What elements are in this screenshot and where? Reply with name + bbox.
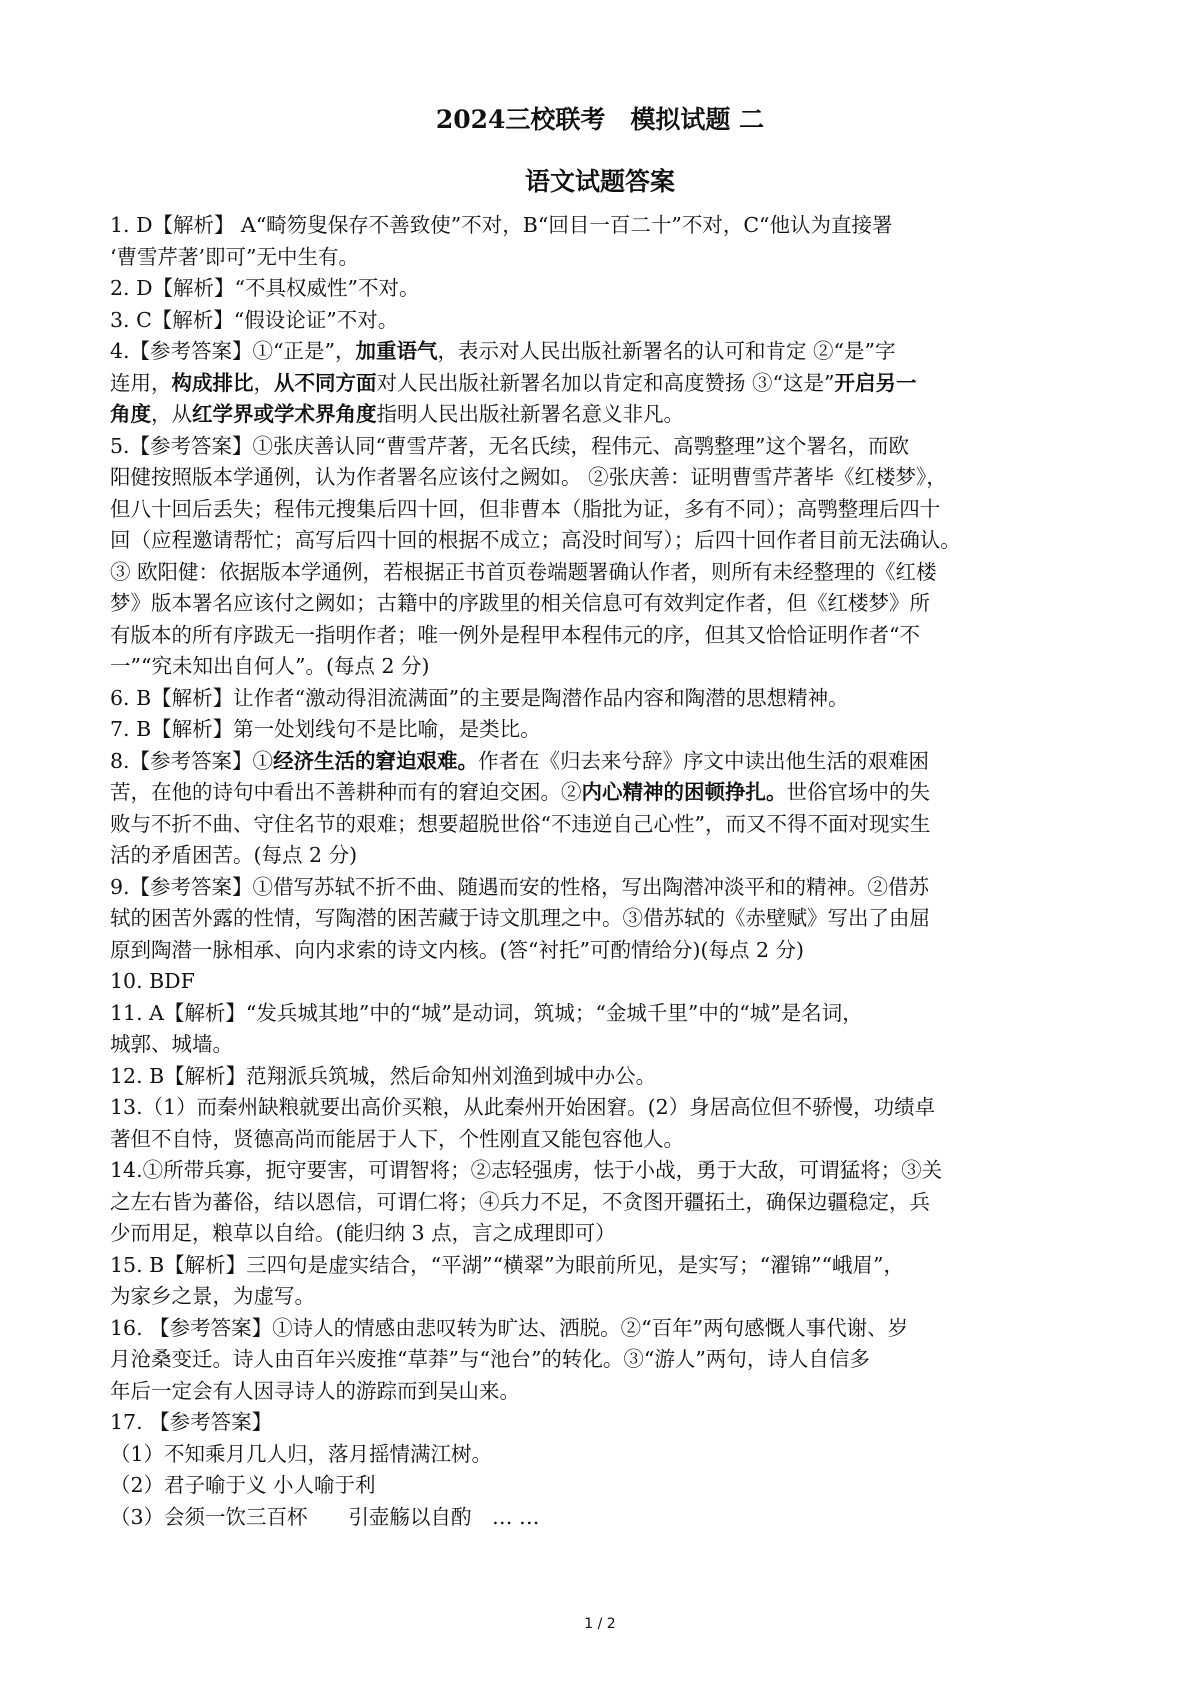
line-text: 7. B【解析】第一处划线句不是比喻，是类比。 <box>110 717 541 741</box>
line-text: （2）君子喻于义 小人喻于利 <box>110 1473 376 1497</box>
line-text: 连用， <box>110 370 172 395</box>
line-text: 为家乡之景，为虚写。 <box>110 1284 315 1308</box>
line-text: ‘曹雪芹著’即可”无中生有。 <box>110 244 360 269</box>
answer-line <box>110 1344 1100 1376</box>
line-text: 8.【参考答案】① <box>110 748 274 773</box>
line-text: 年后一定会有人因寻诗人的游踪而到吴山来。 <box>110 1378 520 1403</box>
answer-line <box>110 1281 1100 1313</box>
answer-line <box>110 399 1100 431</box>
answer-key-body <box>110 210 1100 1533</box>
line-text: 12. B【解析】范翔派兵筑城，然后命知州刘渔到城中办公。 <box>110 1063 657 1088</box>
line-text: 15. B【解析】三四句是虚实结合，“平湖”“横翠”为眼前所见，是实写；“濯锦”“峨眉”， <box>110 1252 905 1277</box>
line-text: 5.【参考答案】①张庆善认同“曹雪芹著，无名氏续，程伟元、高鹗整理”这个署名，而欧 <box>110 433 910 458</box>
line-text: ，表示对人民出版社新署名的认可和肯定 ②“是”字 <box>437 339 896 363</box>
emphasized-text: 经济生活的窘迫艰难。 <box>273 748 479 773</box>
answer-line <box>110 1470 1100 1502</box>
line-text: 17. 【参考答案】 <box>110 1410 273 1434</box>
line-text: 9.【参考答案】①借写苏轼不折不曲、随遇而安的性格，写出陶潜冲淡平和的精神。②借苏 <box>110 874 930 899</box>
line-text: 作者在《归去来兮辞》序文中读出他生活的艰难困 <box>478 748 930 773</box>
answer-line <box>110 935 1100 967</box>
line-text: 1. D【解析】 A“畸笏叟保存不善致使”不对，B“回目一百二十”不对，C“他认为直接署 <box>110 213 893 237</box>
line-text: 活的矛盾困苦。(每点 2 分) <box>110 843 358 867</box>
line-text: 轼的困苦外露的性情，写陶潜的困苦藏于诗文肌理之中。③借苏轼的《赤壁赋》写出了由屈 <box>110 906 930 930</box>
answer-line <box>110 1218 1100 1250</box>
line-text: 3. C【解析】“假设论证”不对。 <box>110 307 399 332</box>
answer-line <box>110 1187 1100 1219</box>
line-text: 阳健按照版本学通例，认为作者署名应该付之阙如。 ②张庆善：证明曹雪芹著毕《红楼梦》， <box>110 465 947 489</box>
answer-line <box>110 777 1100 809</box>
emphasized-text: 从不同方面 <box>274 370 377 395</box>
line-text: 对人民出版社新署名加以肯定和高度赞扬 ③“这是” <box>376 370 835 395</box>
answer-line <box>110 1029 1100 1061</box>
line-text: 月沧桑变迁。诗人由百年兴废推“草莽”与“池台”的转化。③“游人”两句，诗人自信多 <box>110 1347 870 1371</box>
answer-line <box>110 494 1100 526</box>
line-text: 世俗官场中的失 <box>786 780 930 804</box>
answer-line <box>110 903 1100 935</box>
answer-line <box>110 1155 1100 1187</box>
answer-line <box>110 462 1100 494</box>
answer-line <box>110 1313 1100 1345</box>
answer-line <box>110 714 1100 746</box>
emphasized-text: 内心精神的困顿挣扎。 <box>581 780 787 804</box>
line-text: 11. A【解析】“发兵城其地”中的“城”是动词，筑城；“金城千里”中的“城”是名词， <box>110 1000 863 1025</box>
answer-line <box>110 683 1100 715</box>
line-text: 10. BDF <box>110 969 195 993</box>
answer-line <box>110 431 1100 463</box>
line-text: 有版本的所有序跋无一指明作者；唯一例外是程甲本程伟元的序，但其又恰恰证明作者“不 <box>110 622 920 647</box>
answer-line <box>110 620 1100 652</box>
emphasized-text: 开启另一 <box>834 370 917 395</box>
answer-line <box>110 368 1100 400</box>
emphasized-text: 构成排比 <box>171 370 254 395</box>
answer-line <box>110 336 1100 368</box>
line-text: ③ 欧阳健：依据版本学通例，若根据正书首页卷端题署确认作者，则所有未经整理的《红楼 <box>110 559 937 584</box>
line-text: （3）会须一饮三百杯 引壶觞以自酌 … … <box>110 1504 540 1529</box>
answer-line <box>110 1250 1100 1282</box>
line-text: 城郭、城墙。 <box>110 1032 233 1056</box>
answer-line <box>110 273 1100 305</box>
answer-line <box>110 746 1100 778</box>
answer-line <box>110 1061 1100 1093</box>
line-text: 但八十回后丢失；程伟元搜集后四十回，但非曹本（脂批为证，多有不同）；高鹗整理后四十 <box>110 496 941 521</box>
document-subtitle: 语文试题答案 <box>524 167 675 196</box>
line-text: （1）不知乘月几人归，落月摇情满江树。 <box>110 1441 493 1466</box>
document-title: 2024三校联考 模拟试题 二 <box>435 105 765 134</box>
line-text: 一”“究未知出自何人”。(每点 2 分) <box>110 654 430 678</box>
answer-line <box>110 1124 1100 1156</box>
line-text: 2. D【解析】“不具权威性”不对。 <box>110 276 420 300</box>
line-text: 败与不折不曲、守住名节的艰难；想要超脱世俗“不违逆自己心性”，而又不得不面对现实生 <box>110 811 931 836</box>
answer-line <box>110 210 1100 242</box>
line-text: ， <box>253 370 274 395</box>
line-text: 著但不自恃，贤德高尚而能居于人下，个性刚直又能包容他人。 <box>110 1126 684 1151</box>
page-number: 1 / 2 <box>584 1616 616 1632</box>
answer-line <box>110 1502 1100 1534</box>
line-text: 之左右皆为蕃俗，结以恩信，可谓仁将；④兵力不足，不贪图开疆拓土，确保边疆稳定，兵 <box>110 1189 930 1214</box>
line-text: 14.①所带兵寡，扼守要害，可谓智将；②志轻强虏，怯于小战，勇于大敌，可谓猛将；③关 <box>110 1158 943 1182</box>
answer-line <box>110 1407 1100 1439</box>
answer-line <box>110 966 1100 998</box>
line-text: ，从 <box>151 402 192 426</box>
answer-line <box>110 840 1100 872</box>
line-text: 4.【参考答案】①“正是”， <box>110 339 356 363</box>
line-text: 回（应程邀请帮忙；高写后四十回的根据不成立；高没时间写）；后四十回作者目前无法确认。 <box>110 528 961 552</box>
line-text: 6. B【解析】让作者“激动得泪流满面”的主要是陶潜作品内容和陶潜的思想精神。 <box>110 685 849 710</box>
line-text: 13.（1）而秦州缺粮就要出高价买粮，从此秦州开始困窘。(2）身居高位但不骄慢，功绩卓 <box>110 1095 936 1119</box>
answer-line <box>110 998 1100 1030</box>
line-text: 指明人民出版社新署名意义非凡。 <box>376 402 684 426</box>
answer-line <box>110 242 1100 274</box>
emphasized-text: 加重语气 <box>355 339 438 363</box>
answer-line <box>110 588 1100 620</box>
line-text: 梦》版本署名应该付之阙如；古籍中的序跋里的相关信息可有效判定作者，但《红楼梦》所 <box>110 591 930 615</box>
line-text: 苦，在他的诗句中看出不善耕种而有的窘迫交困。② <box>110 780 582 804</box>
answer-line <box>110 809 1100 841</box>
answer-line <box>110 651 1100 683</box>
emphasized-text: 红学界或学术界角度 <box>192 402 377 426</box>
answer-line <box>110 525 1100 557</box>
emphasized-text: 角度 <box>110 402 151 426</box>
answer-line <box>110 872 1100 904</box>
answer-line <box>110 1439 1100 1471</box>
answer-line <box>110 305 1100 337</box>
answer-line <box>110 1376 1100 1408</box>
line-text: 16. 【参考答案】①诗人的情感由悲叹转为旷达、洒脱。②“百年”两句感慨人事代谢、岁 <box>110 1315 909 1340</box>
answer-line <box>110 1092 1100 1124</box>
line-text: 原到陶潜一脉相承、向内求索的诗文内核。(答“衬托”可酌情给分)(每点 2 分) <box>110 937 805 962</box>
answer-line <box>110 557 1100 589</box>
line-text: 少而用足，粮草以自给。(能归纳 3 点，言之成理即可） <box>110 1221 616 1245</box>
